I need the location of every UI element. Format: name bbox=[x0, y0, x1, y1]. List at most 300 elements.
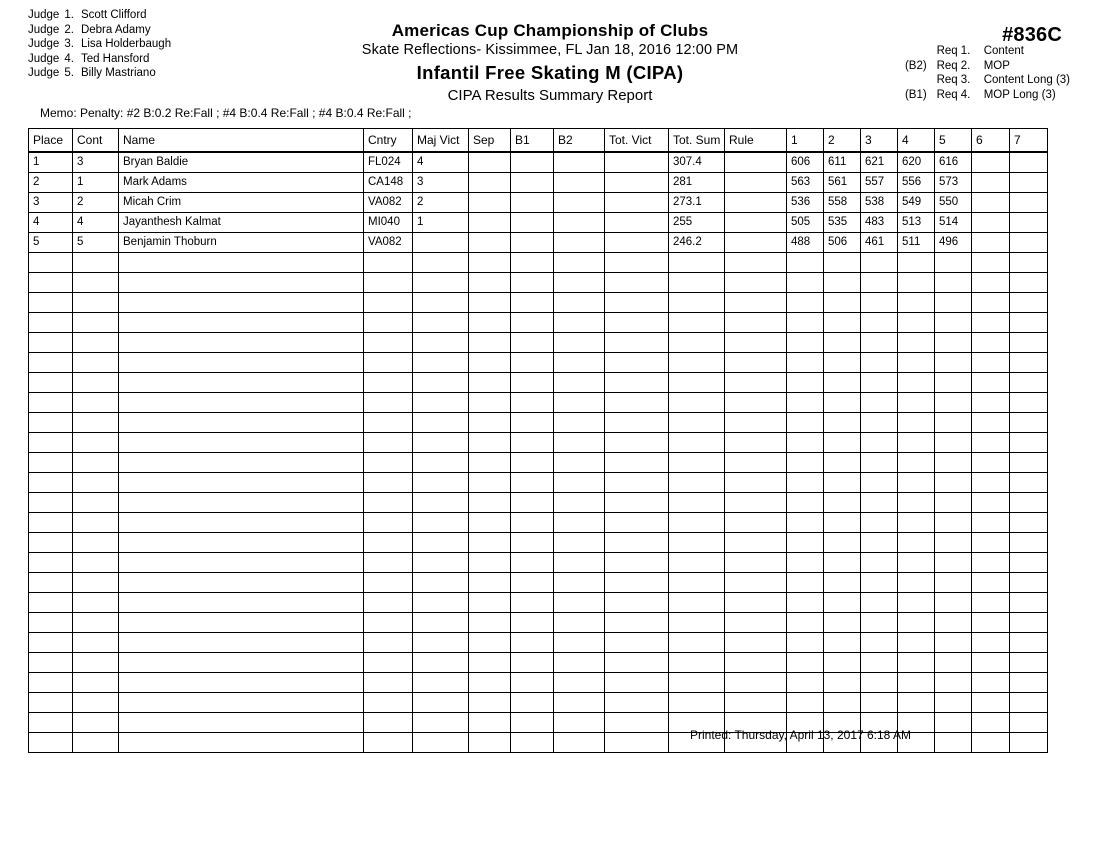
cell-j7 bbox=[1010, 673, 1048, 693]
table-row-empty[interactable] bbox=[29, 353, 1048, 373]
cell-rule bbox=[725, 213, 787, 233]
cell-tot_sum bbox=[669, 573, 725, 593]
table-row-empty[interactable] bbox=[29, 413, 1048, 433]
table-row-empty[interactable] bbox=[29, 593, 1048, 613]
cell-j2 bbox=[824, 573, 861, 593]
cell-j1: 563 bbox=[787, 173, 824, 193]
cell-b1 bbox=[511, 393, 554, 413]
cell-b1 bbox=[511, 353, 554, 373]
cell-j2 bbox=[824, 393, 861, 413]
cell-tot_vict bbox=[605, 693, 669, 713]
cell-j4 bbox=[898, 453, 935, 473]
cell-cntry: CA148 bbox=[364, 173, 413, 193]
cell-sep bbox=[469, 453, 511, 473]
table-row-empty[interactable] bbox=[29, 253, 1048, 273]
cell-sep bbox=[469, 293, 511, 313]
cell-place bbox=[29, 293, 73, 313]
cell-cntry bbox=[364, 293, 413, 313]
cell-maj_vict bbox=[413, 253, 469, 273]
cell-place bbox=[29, 613, 73, 633]
column-header-j7[interactable]: 7 bbox=[1010, 129, 1048, 153]
cell-tot_sum bbox=[669, 653, 725, 673]
cell-j4 bbox=[898, 473, 935, 493]
cell-tot_vict bbox=[605, 293, 669, 313]
table-row-empty[interactable] bbox=[29, 693, 1048, 713]
cell-j1 bbox=[787, 553, 824, 573]
cell-j7 bbox=[1010, 433, 1048, 453]
cell-cont bbox=[73, 293, 119, 313]
table-row[interactable] bbox=[29, 193, 1048, 213]
cell-j7 bbox=[1010, 373, 1048, 393]
judge-label: Judge bbox=[28, 23, 60, 36]
cell-j3: 621 bbox=[861, 152, 898, 173]
cell-maj_vict bbox=[413, 733, 469, 753]
cell-tot_sum bbox=[669, 333, 725, 353]
cell-j4 bbox=[898, 393, 935, 413]
cell-rule bbox=[725, 353, 787, 373]
cell-sep bbox=[469, 213, 511, 233]
cell-b2 bbox=[554, 152, 605, 173]
cell-j1 bbox=[787, 513, 824, 533]
cell-j6 bbox=[972, 633, 1010, 653]
cell-j7 bbox=[1010, 553, 1048, 573]
cell-cont bbox=[73, 313, 119, 333]
cell-j6 bbox=[972, 353, 1010, 373]
column-header-j4[interactable]: 4 bbox=[898, 129, 935, 153]
cell-maj_vict bbox=[413, 593, 469, 613]
cell-j3: 483 bbox=[861, 213, 898, 233]
cell-j4 bbox=[898, 593, 935, 613]
table-row[interactable] bbox=[29, 233, 1048, 253]
cell-cont bbox=[73, 353, 119, 373]
cell-b2 bbox=[554, 453, 605, 473]
cell-cntry bbox=[364, 653, 413, 673]
table-row-empty[interactable] bbox=[29, 273, 1048, 293]
cell-b1 bbox=[511, 373, 554, 393]
cell-j7 bbox=[1010, 513, 1048, 533]
column-header-rule[interactable]: Rule bbox=[725, 129, 787, 153]
cell-j2 bbox=[824, 293, 861, 313]
cell-j5 bbox=[935, 593, 972, 613]
cell-rule bbox=[725, 573, 787, 593]
cell-sep bbox=[469, 553, 511, 573]
cell-place bbox=[29, 553, 73, 573]
cell-j2 bbox=[824, 253, 861, 273]
table-row-empty[interactable] bbox=[29, 433, 1048, 453]
cell-cntry bbox=[364, 693, 413, 713]
table-row-empty[interactable] bbox=[29, 333, 1048, 353]
cell-tot_sum bbox=[669, 433, 725, 453]
cell-place: 3 bbox=[29, 193, 73, 213]
cell-j2 bbox=[824, 433, 861, 453]
column-header-cntry[interactable]: Cntry bbox=[364, 129, 413, 153]
cell-j1: 488 bbox=[787, 233, 824, 253]
cell-place bbox=[29, 493, 73, 513]
cell-sep bbox=[469, 653, 511, 673]
cell-tot_sum bbox=[669, 413, 725, 433]
cell-j1 bbox=[787, 293, 824, 313]
cell-j6 bbox=[972, 193, 1010, 213]
judge-number: 4. bbox=[64, 52, 74, 65]
cell-place bbox=[29, 513, 73, 533]
cell-cont bbox=[73, 273, 119, 293]
cell-tot_vict bbox=[605, 233, 669, 253]
column-header-cont[interactable]: Cont bbox=[73, 129, 119, 153]
table-row[interactable] bbox=[29, 152, 1048, 173]
cell-j1: 536 bbox=[787, 193, 824, 213]
cell-j2 bbox=[824, 693, 861, 713]
table-row-empty[interactable] bbox=[29, 533, 1048, 553]
cell-sep bbox=[469, 313, 511, 333]
table-row[interactable] bbox=[29, 213, 1048, 233]
cell-j3 bbox=[861, 573, 898, 593]
cell-rule bbox=[725, 373, 787, 393]
cell-tot_sum bbox=[669, 253, 725, 273]
cell-maj_vict bbox=[413, 233, 469, 253]
cell-j2 bbox=[824, 613, 861, 633]
cell-maj_vict: 1 bbox=[413, 213, 469, 233]
requirement-text: Content bbox=[983, 45, 1024, 57]
cell-place bbox=[29, 453, 73, 473]
cell-name bbox=[119, 713, 364, 733]
cell-j6 bbox=[972, 533, 1010, 553]
cell-maj_vict bbox=[413, 493, 469, 513]
cell-name: Micah Crim bbox=[119, 193, 364, 213]
table-row-empty[interactable] bbox=[29, 373, 1048, 393]
column-header-b1[interactable]: B1 bbox=[511, 129, 554, 153]
cell-j6 bbox=[972, 433, 1010, 453]
cell-cntry bbox=[364, 533, 413, 553]
cell-place bbox=[29, 353, 73, 373]
requirement-row bbox=[893, 73, 1070, 88]
cell-j6 bbox=[972, 733, 1010, 753]
column-header-maj_vict[interactable]: Maj Vict bbox=[413, 129, 469, 153]
cell-j6 bbox=[972, 273, 1010, 293]
cell-j6 bbox=[972, 293, 1010, 313]
cell-j5 bbox=[935, 373, 972, 393]
cell-j7 bbox=[1010, 473, 1048, 493]
cell-j7 bbox=[1010, 273, 1048, 293]
cell-rule bbox=[725, 553, 787, 573]
cell-place bbox=[29, 273, 73, 293]
cell-j3: 461 bbox=[861, 233, 898, 253]
cell-j4 bbox=[898, 293, 935, 313]
column-header-j1[interactable]: 1 bbox=[787, 129, 824, 153]
cell-tot_vict bbox=[605, 453, 669, 473]
cell-tot_sum: 246.2 bbox=[669, 233, 725, 253]
column-header-b2[interactable]: B2 bbox=[554, 129, 605, 153]
cell-cont bbox=[73, 513, 119, 533]
cell-name bbox=[119, 493, 364, 513]
cell-sep bbox=[469, 673, 511, 693]
cell-j3 bbox=[861, 313, 898, 333]
cell-j6 bbox=[972, 493, 1010, 513]
column-header-name[interactable]: Name bbox=[119, 129, 364, 153]
cell-j5: 573 bbox=[935, 173, 972, 193]
requirement-label: Req bbox=[936, 59, 958, 72]
cell-j1 bbox=[787, 653, 824, 673]
cell-j1: 505 bbox=[787, 213, 824, 233]
cell-j1 bbox=[787, 333, 824, 353]
cell-b2 bbox=[554, 233, 605, 253]
table-row-empty[interactable] bbox=[29, 653, 1048, 673]
cell-tot_vict bbox=[605, 513, 669, 533]
table-row-empty[interactable] bbox=[29, 293, 1048, 313]
cell-b1 bbox=[511, 733, 554, 753]
cell-j7 bbox=[1010, 313, 1048, 333]
cell-j4 bbox=[898, 373, 935, 393]
cell-j5: 616 bbox=[935, 152, 972, 173]
cell-tot_vict bbox=[605, 173, 669, 193]
cell-j4: 549 bbox=[898, 193, 935, 213]
table-row-empty[interactable] bbox=[29, 573, 1048, 593]
cell-place bbox=[29, 413, 73, 433]
cell-b2 bbox=[554, 253, 605, 273]
cell-sep bbox=[469, 273, 511, 293]
column-header-sep[interactable]: Sep bbox=[469, 129, 511, 153]
cell-b1 bbox=[511, 513, 554, 533]
cell-j4 bbox=[898, 693, 935, 713]
cell-cntry bbox=[364, 373, 413, 393]
table-row-empty[interactable] bbox=[29, 513, 1048, 533]
cell-b1 bbox=[511, 253, 554, 273]
cell-b1 bbox=[511, 453, 554, 473]
cell-tot_sum bbox=[669, 673, 725, 693]
table-row-empty[interactable] bbox=[29, 613, 1048, 633]
cell-j3 bbox=[861, 433, 898, 453]
cell-j4 bbox=[898, 313, 935, 333]
cell-b1 bbox=[511, 633, 554, 653]
cell-tot_sum bbox=[669, 693, 725, 713]
cell-cntry: VA082 bbox=[364, 233, 413, 253]
cell-b2 bbox=[554, 273, 605, 293]
cell-j3 bbox=[861, 353, 898, 373]
cell-rule bbox=[725, 473, 787, 493]
cell-j7 bbox=[1010, 493, 1048, 513]
cell-rule bbox=[725, 633, 787, 653]
column-header-tot_sum[interactable]: Tot. Sum bbox=[669, 129, 725, 153]
column-header-j2[interactable]: 2 bbox=[824, 129, 861, 153]
cell-tot_vict bbox=[605, 553, 669, 573]
cell-j1 bbox=[787, 673, 824, 693]
cell-name: Bryan Baldie bbox=[119, 152, 364, 173]
cell-j3 bbox=[861, 373, 898, 393]
cell-b2 bbox=[554, 353, 605, 373]
cell-b2 bbox=[554, 713, 605, 733]
cell-name bbox=[119, 333, 364, 353]
table-row-empty[interactable] bbox=[29, 393, 1048, 413]
cell-tot_sum bbox=[669, 613, 725, 633]
cell-j2 bbox=[824, 373, 861, 393]
cell-j2 bbox=[824, 473, 861, 493]
memo-penalty-line: Memo: Penalty: #2 B:0.2 Re:Fall ; #4 B:0.4 Re:Fall ; #4 B:0.4 Re:Fall ; bbox=[40, 106, 412, 120]
cell-place bbox=[29, 653, 73, 673]
judge-name: Billy Mastriano bbox=[80, 67, 156, 80]
judge-row bbox=[28, 8, 171, 23]
cell-name bbox=[119, 653, 364, 673]
cell-tot_sum bbox=[669, 513, 725, 533]
cell-tot_sum: 273.1 bbox=[669, 193, 725, 213]
requirement-bonus-tag bbox=[893, 73, 927, 88]
cell-cntry bbox=[364, 353, 413, 373]
column-header-j5[interactable]: 5 bbox=[935, 129, 972, 153]
cell-tot_vict bbox=[605, 353, 669, 373]
cell-j5 bbox=[935, 673, 972, 693]
column-header-place[interactable]: Place bbox=[29, 129, 73, 153]
cell-j5 bbox=[935, 633, 972, 653]
cell-j6 bbox=[972, 513, 1010, 533]
cell-tot_vict bbox=[605, 653, 669, 673]
cell-place bbox=[29, 693, 73, 713]
cell-maj_vict bbox=[413, 613, 469, 633]
judge-row bbox=[28, 23, 171, 38]
cell-cntry bbox=[364, 673, 413, 693]
cell-rule bbox=[725, 193, 787, 213]
cell-j4 bbox=[898, 553, 935, 573]
table-row-empty[interactable] bbox=[29, 313, 1048, 333]
cell-j3: 538 bbox=[861, 193, 898, 213]
judge-name: Lisa Holderbaugh bbox=[80, 38, 172, 51]
table-body bbox=[29, 152, 1048, 753]
column-header-tot_vict[interactable]: Tot. Vict bbox=[605, 129, 669, 153]
requirement-bonus-tag: (B1) bbox=[904, 88, 927, 101]
cell-rule bbox=[725, 393, 787, 413]
cell-j3 bbox=[861, 493, 898, 513]
cell-tot_sum bbox=[669, 493, 725, 513]
cell-j1 bbox=[787, 573, 824, 593]
cell-j5 bbox=[935, 733, 972, 753]
table-row-empty[interactable] bbox=[29, 453, 1048, 473]
cell-tot_sum bbox=[669, 533, 725, 553]
cell-b2 bbox=[554, 653, 605, 673]
judge-row bbox=[28, 52, 171, 67]
cell-cntry bbox=[364, 473, 413, 493]
cell-name bbox=[119, 693, 364, 713]
report-title-block bbox=[250, 20, 850, 106]
table-row-empty[interactable] bbox=[29, 473, 1048, 493]
judge-label: Judge bbox=[28, 52, 60, 65]
requirement-number: 4. bbox=[960, 88, 971, 101]
cell-cont bbox=[73, 453, 119, 473]
cell-tot_vict bbox=[605, 633, 669, 653]
cell-rule bbox=[725, 533, 787, 553]
cell-tot_vict bbox=[605, 253, 669, 273]
requirement-label: Req bbox=[936, 74, 958, 87]
requirements-list bbox=[893, 44, 1070, 102]
cell-j6 bbox=[972, 713, 1010, 733]
cell-place bbox=[29, 633, 73, 653]
cell-b1 bbox=[511, 473, 554, 493]
cell-j7 bbox=[1010, 453, 1048, 473]
cell-b1 bbox=[511, 213, 554, 233]
column-header-j3[interactable]: 3 bbox=[861, 129, 898, 153]
cell-j7 bbox=[1010, 233, 1048, 253]
cell-cont bbox=[73, 373, 119, 393]
requirement-row bbox=[893, 59, 1070, 74]
cell-b1 bbox=[511, 433, 554, 453]
cell-name bbox=[119, 453, 364, 473]
cell-j2 bbox=[824, 313, 861, 333]
cell-j6 bbox=[972, 553, 1010, 573]
cell-maj_vict bbox=[413, 353, 469, 373]
cell-cont: 2 bbox=[73, 193, 119, 213]
table-row-empty[interactable] bbox=[29, 493, 1048, 513]
cell-j3 bbox=[861, 593, 898, 613]
cell-cont bbox=[73, 733, 119, 753]
cell-j3 bbox=[861, 553, 898, 573]
cell-cont: 5 bbox=[73, 233, 119, 253]
cell-name bbox=[119, 413, 364, 433]
table-row-empty[interactable] bbox=[29, 633, 1048, 653]
cell-cntry bbox=[364, 453, 413, 473]
cell-maj_vict bbox=[413, 453, 469, 473]
cell-maj_vict: 3 bbox=[413, 173, 469, 193]
cell-b1 bbox=[511, 653, 554, 673]
cell-place bbox=[29, 373, 73, 393]
cell-j7 bbox=[1010, 193, 1048, 213]
cell-sep bbox=[469, 373, 511, 393]
cell-maj_vict bbox=[413, 373, 469, 393]
cell-name bbox=[119, 473, 364, 493]
table-row-empty[interactable] bbox=[29, 673, 1048, 693]
cell-tot_sum: 255 bbox=[669, 213, 725, 233]
cell-maj_vict bbox=[413, 393, 469, 413]
event-code-number: #836C bbox=[1002, 24, 1062, 46]
cell-cntry: MI040 bbox=[364, 213, 413, 233]
cell-j5 bbox=[935, 553, 972, 573]
cell-cntry bbox=[364, 333, 413, 353]
cell-j7 bbox=[1010, 152, 1048, 173]
cell-tot_sum bbox=[669, 593, 725, 613]
cell-b1 bbox=[511, 713, 554, 733]
cell-tot_sum: 307.4 bbox=[669, 152, 725, 173]
cell-j3 bbox=[861, 533, 898, 553]
cell-j6 bbox=[972, 593, 1010, 613]
column-header-j6[interactable]: 6 bbox=[972, 129, 1010, 153]
cell-name bbox=[119, 293, 364, 313]
cell-rule bbox=[725, 293, 787, 313]
cell-cont bbox=[73, 433, 119, 453]
cell-tot_sum bbox=[669, 353, 725, 373]
requirement-label: Req bbox=[936, 88, 958, 101]
cell-j4: 511 bbox=[898, 233, 935, 253]
cell-b2 bbox=[554, 513, 605, 533]
cell-cntry bbox=[364, 553, 413, 573]
cell-j5: 514 bbox=[935, 213, 972, 233]
cell-b2 bbox=[554, 733, 605, 753]
cell-name bbox=[119, 513, 364, 533]
judge-label: Judge bbox=[28, 9, 60, 21]
table-header bbox=[29, 129, 1048, 153]
cell-cont bbox=[73, 593, 119, 613]
cell-tot_sum: 281 bbox=[669, 173, 725, 193]
cell-b1 bbox=[511, 152, 554, 173]
cell-j4 bbox=[898, 273, 935, 293]
cell-j7 bbox=[1010, 393, 1048, 413]
cell-name bbox=[119, 253, 364, 273]
cell-j5 bbox=[935, 473, 972, 493]
cell-b1 bbox=[511, 553, 554, 573]
cell-name bbox=[119, 433, 364, 453]
cell-b2 bbox=[554, 593, 605, 613]
requirement-row bbox=[893, 44, 1070, 59]
table-row[interactable] bbox=[29, 173, 1048, 193]
cell-cntry bbox=[364, 513, 413, 533]
cell-j2: 506 bbox=[824, 233, 861, 253]
cell-j7 bbox=[1010, 633, 1048, 653]
judge-number: 5. bbox=[64, 67, 74, 80]
table-row-empty[interactable] bbox=[29, 553, 1048, 573]
